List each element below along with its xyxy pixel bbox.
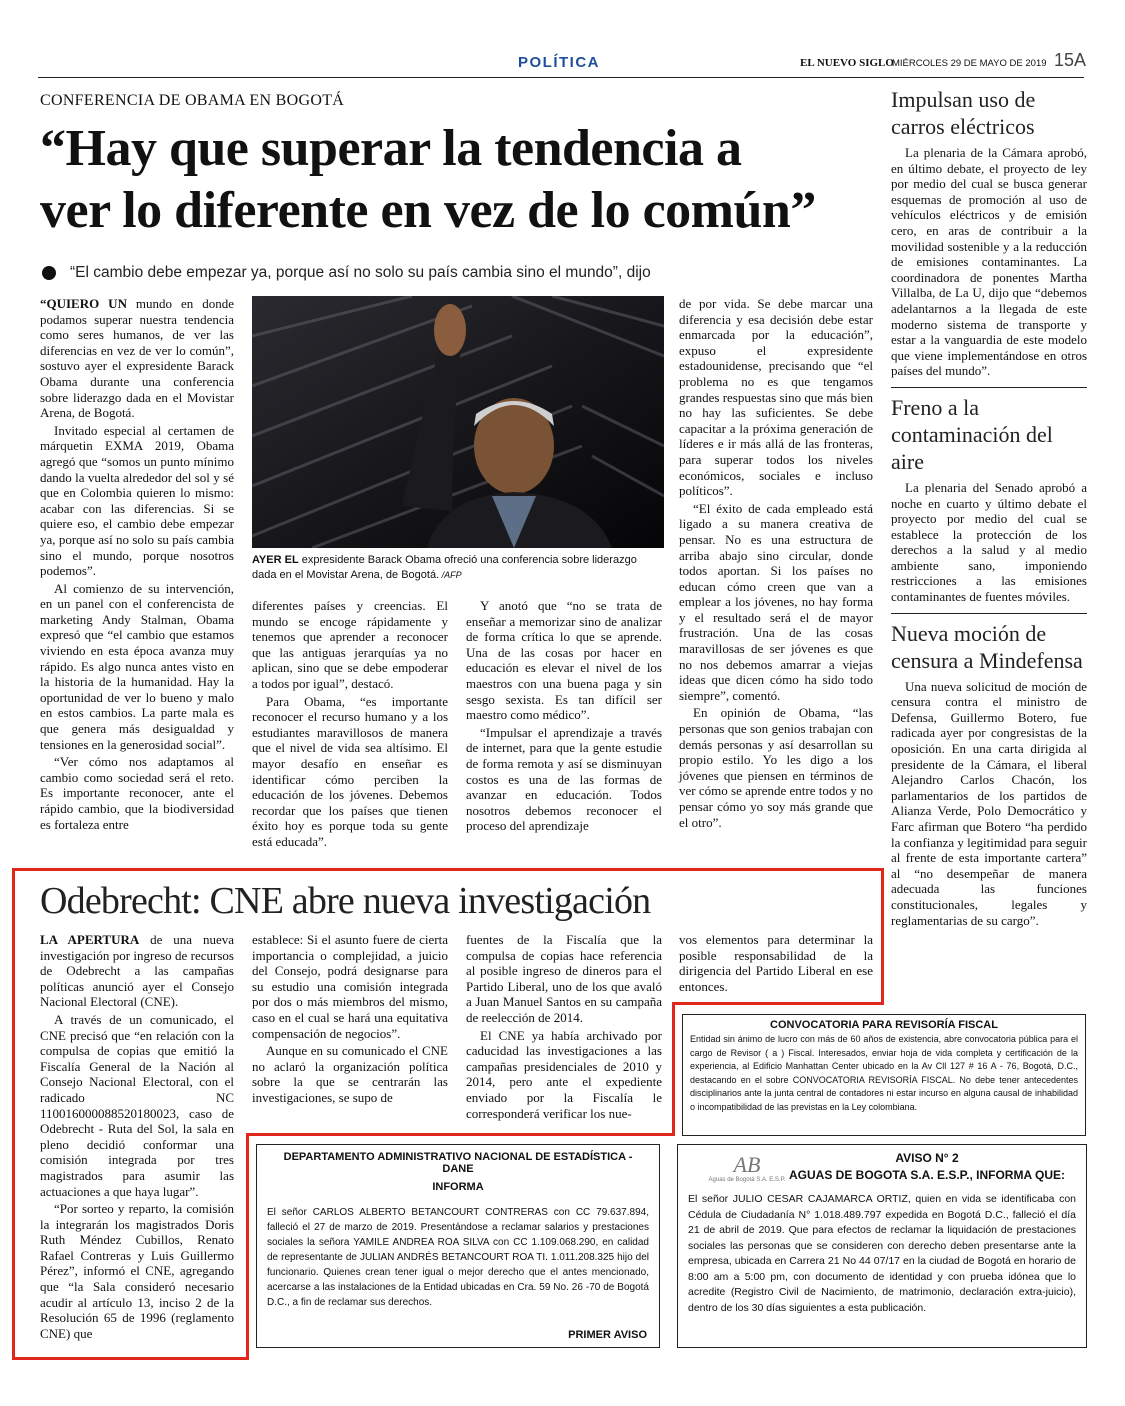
ad-text: El señor CARLOS ALBERTO BETANCOURT CONTRERAS con CC 79.637.894, falleció el 27 de marzo de 2019. Presentándose a reclamar salarios y prestaciones sociales la señora YAMILE ANDREA ROA SILVA con CC 1.109.068.290, en calidad de representante de JULIAN ANDRÉS BETANCOURT ROA TI. 1.011.208.325 hijo del funcionario. Quienes crean tener igual o mejor derecho que el antes mencionado, acercarse a las instalaciones de la Entidad ubicadas en Cra. 59 No. 26 -70 de Bogotá D.C., a fin de reclamar sus derechos. (267, 1207, 649, 1308)
aguas-logo-sub: Aguas de Bogotá S.A. E.S.P. (708, 1177, 786, 1183)
paragraph: diferentes países y creencias. El mundo se encoge rápidamente y tenemos que aprender a reconocer que las antiguas jerarquías ya no aplican, sino que se debe empoderar a todos por igual”, destacó. (252, 598, 448, 691)
highlight-outline-mid (672, 1002, 675, 1136)
paragraph: “El éxito de cada empleado está ligado a su manera creativa de pensar. No es una estructura de arriba abajo sino circular, donde todos aportan. Si los países no educan cómo creen que van a emplear a los jóvenes, no hay forma y el resultado será el de mayor frustración. Una de las cosas maravillosas de ser jóvenes es que no nos debemos amarrar a viejas ideas que dicen cómo ha sido todo siempre”, comentó. (679, 500, 873, 703)
highlight-outline-right-notch (672, 1002, 884, 1005)
sidebar-headline-2: Freno a la contaminación del aire (891, 394, 1053, 474)
odebrecht-column-2 (252, 932, 448, 1108)
sidebar-text-3: Una nueva solicitud de moción de censura contra el ministro de Defensa, Guillermo Botero, fue radicada ayer por congresistas de la oposición. En una carta dirigida al presidente de la Cámara, el liberal Alejandro Carlos Chacón, los parlamentarios de los partidos de Alianza Verde, Polo Democrático y Farc afirman que Botero “ha perdido la confianza y legitimidad para seguir al frente de esta importante cartera” al “no desempeñar de manera adecuada las funciones constitucionales, legales y reglamentarias de su cargo”. (891, 678, 1088, 928)
ad-footer: PRIMER AVISO (568, 1329, 647, 1341)
paragraph: En opinión de Obama, “las personas que son genios trabajan con demás personas y así desarrollan su propio estilo. Yo les digo a los jóvenes que piensen en términos de ver cómo se aprende entre todos y no pensar cómo yo soy más grande que el otro”. (679, 705, 873, 830)
sidebar-text-1: La plenaria de la Cámara aprobó, en último debate, el proyecto de ley por medio del cual se busca generar esquemas de promoción al uso de vehículos eléctricos y de emisión cero, en aras de contribuir a la movilidad sostenible y a la reducción de emisiones contaminantes. La coordinadora de ponentes Martha Villalba, de La U, dijo que “debemos adelantarnos a la llegada de este moderno sistema de transporte y estar a la vanguardia de este modelo que viene implementándose en otros países del mundo”. (891, 145, 1087, 379)
highlight-outline-left (12, 868, 15, 1360)
ad-aguas-bogota (677, 1144, 1087, 1348)
paragraph: Para Obama, “es importante reconocer el recurso humano y a los estudiantes maravillosos de manera que el nivel de vida sea altísimo. El mayor desafío en enseñar es identificar cómo perciben la educación de los jóvenes. Debemos recordar que los países que tienen éxito hoy es porque toda su gente está educada”. (252, 693, 448, 849)
paragraph: A través de un comunicado, el CNE precisó que “en relación con la compulsa de copias que emitió la Fiscalía General de la Nación al Consejo Nacional Electoral, con el radicado NC 110016000088520180023, caso de Odebrecht - Ruta del Sol, la sala en pleno decidió conformar una comisión integrada por tres magistrados para asumir las actuaciones a que haya lugar”. (40, 1011, 234, 1199)
photo-credit: /AFP (439, 570, 462, 580)
headline-line-2: ver lo diferente en vez de lo común” (40, 182, 816, 239)
header-rule (38, 77, 1084, 78)
story-column-1 (40, 296, 234, 834)
highlight-outline-bottom (12, 1357, 249, 1360)
photo-caption (252, 553, 664, 583)
sidebar (891, 86, 1087, 928)
aguas-logo (702, 1153, 792, 1183)
paragraph: vos elementos para determinar la posible responsabilidad de la dirigencia del Partido Liberal en ese entonces. (679, 932, 873, 994)
ad-dane (256, 1144, 660, 1348)
sidebar-divider (891, 387, 1087, 388)
paragraph: mundo en donde podamos superar nuestra tendencia como seres humanos, de ver las diferencias en vez de ver lo común”, sostuvo ayer el expresidente Barack Obama durante una conferencia sobre liderazgo dada en el Movistar Arena, de Bogotá. (40, 296, 234, 421)
ad-subtitle: INFORMA (432, 1181, 484, 1193)
section-label: POLÍTICA (518, 54, 600, 71)
odebrecht-column-1 (40, 932, 234, 1343)
paragraph: Aunque en su comunicado el CNE no aclaró la organización política sobre la que se centrarán las investigaciones, se supo de (252, 1043, 448, 1105)
story-column-3 (466, 598, 662, 836)
odebrecht-column-3 (466, 932, 662, 1123)
ad-title: CONVOCATORIA PARA REVISORÍA FISCAL (770, 1019, 998, 1031)
paragraph: “Por sorteo y reparto, la comisión la integrarán los magistrados Doris Ruth Méndez Cubillos, Renato Rafael Contreras y Luis Guillermo Pérez”, informó el CNE, agregando que “la Sala consideró necesario acudir al artículo 13, inciso 2 de la Resolución 65 de 1996 (reglamento CNE) que (40, 1201, 234, 1341)
sidebar-headline-3: Nueva moción de censura a Mindefensa (891, 620, 1083, 673)
subhead-bullet-icon (42, 266, 56, 280)
aguas-logo-mark: AB (733, 1152, 761, 1177)
paragraph: Al comienzo de su intervención, en un panel con el conferencista de marketing Andy Stalman, Obama expresó que “el cambio que estamos viviendo en esta época avanza muy rápido. Es algo nunca antes visto en la historia de la humanidad. Hay la oportunidad de ver lo bueno y malo en estos cambios. La parte mala es que genera más desigualdad y tensiones en la generosidad social”. (40, 580, 234, 752)
ad-text: El señor JULIO CESAR CAJAMARCA ORTIZ, quien en vida se identificaba con Cédula de Ciudadanía N° 1.018.489.797 expedida en Bogotá D.C., falleció el día 21 de abril de 2019. Que para efectos de reclamar la liquidación de prestaciones sociales las personas que se consideren con derecho deben presentarse ante la empresa, ubicada en Carrera 21 No 44 07/17 en la ciudad de Bogotá en horario de 8:00 am a 5:00 pm, con documento de identidad y con prueba idónea que lo acredite (Registro Civil de Nacimiento, de matrimonio, declaración extra-juicio), dentro de los 30 días siguientes a esta publicación. (688, 1193, 1076, 1314)
sidebar-headline-1: Impulsan uso de carros eléctricos (891, 87, 1036, 139)
odebrecht-headline: Odebrecht: CNE abre nueva investigación (40, 880, 651, 922)
caption-text: expresidente Barack Obama ofreció una conferencia sobre liderazgo dada en el Movistar Arena, de Bogotá. (252, 554, 637, 581)
masthead-name: EL NUEVO SIGLO (800, 57, 894, 69)
story-headline (40, 118, 880, 242)
story-subhead: “El cambio debe empezar ya, porque así no solo su país cambia sino el mundo”, dijo (70, 264, 651, 281)
obama-photo (252, 296, 664, 548)
sidebar-divider (891, 613, 1087, 614)
story-column-2 (252, 598, 448, 852)
paragraph: “Impulsar el aprendizaje a través de internet, para que la gente estudie de forma remota y así se disminuyan costos es una de las formas de avanzar en educación. Todos nosotros debemos reconocer el proceso del aprendizaje (466, 724, 662, 834)
paragraph: Invitado especial al certamen de márquetin EXMA 2019, Obama agregó que “somos un punto mínimo dando la vuelta alrededor del sol y sé que en Colombia quieren lo mismo: acabar con las diferencias. Si se quiere eso, el cambio debe empezar ya, porque así no solo su país cambia sino el mundo, porque nosotros podemos”. (40, 422, 234, 579)
highlight-outline-step-down (246, 1133, 249, 1360)
issue-date: MIÉRCOLES 29 DE MAYO DE 2019 (892, 58, 1047, 69)
paragraph: de una nueva investigación por ingreso de recursos de Odebrecht a las campañas políticas anunció ayer el Consejo Nacional Electoral (CNE). (40, 932, 234, 1010)
headline-line-1: “Hay que superar la tendencia a (40, 120, 742, 177)
page-number: 15A (1054, 50, 1087, 70)
caption-lead: AYER EL (252, 554, 299, 566)
ad-subtitle: AGUAS DE BOGOTA S.A. E.S.P., INFORMA QUE: (788, 1168, 1066, 1182)
paragraph: El CNE ya había archivado por caducidad las investigaciones a las campañas presidenciales de 2010 y 2014, pero ante el expediente enviado por la Fiscalía le corresponderá verificar los nue- (466, 1027, 662, 1121)
story-kicker: CONFERENCIA DE OBAMA EN BOGOTÁ (40, 92, 345, 109)
odebrecht-column-4 (679, 932, 873, 996)
paragraph: “Ver cómo nos adaptamos al cambio como sociedad será el reto. Es importante reconocer, ante el rápido cambio, que la biodiversidad es fortaleza entre (40, 754, 234, 832)
ad-title: DEPARTAMENTO ADMINISTRATIVO NACIONAL DE ESTADÍSTICA - DANE (283, 1151, 633, 1175)
ad-text: Entidad sin ánimo de lucro con más de 60 años de existencia, abre convocatoria pública para el cargo de Revisor ( a ) Fiscal. Interesados, enviar hoja de vida completa y certificación de la experiencia, al Edificio Manhattan Center ubicado en la Av Cll 127 # 16 A - 76, Bogotá, D.C., destacando en el sobre CONVOCATORIA REVISORÍA FISCAL. No debe tener antecedentes disciplinarios ante la junta central de contadores ni estar incurso en alguna causal de inhabilidad o incompatibilidad de las previstas en la Ley colombiana. (690, 1034, 1078, 1112)
highlight-outline-step (246, 1133, 675, 1136)
odebrecht-lead: LA APERTURA (40, 932, 140, 947)
story-column-4 (679, 296, 873, 832)
ad-revisoria-fiscal (682, 1014, 1086, 1136)
sidebar-text-2: La plenaria del Senado aprobó a noche en cuarto y último debate el proyecto por medio del cual se establece la protección de los derechos a la salud y al medio ambiente sano, imponiendo restricciones a las emisiones contaminantes de fuentes móviles. (891, 479, 1087, 605)
paragraph: fuentes de la Fiscalía que la compulsa de copias hace referencia al posible ingreso de dineros para el Partido Liberal, uno de los que avaló a Juan Manuel Santos en su campaña de reelección de 2014. (466, 932, 662, 1025)
ad-title: AVISO N° 2 (895, 1151, 959, 1165)
paragraph: Y anotó que “no se trata de enseñar a memorizar sino de analizar de forma crítica lo que se aprende. Una de las cosas por hacer en educación es elevar el nivel de los maestros con una buena paga y sin sesgo sexista. Es tan difícil ser maestro como médico”. (466, 598, 662, 723)
paragraph: de por vida. Se debe marcar una diferencia y esa decisión debe estar enmarcada por la educación”, expuso el expresidente estadounidense, precisando que “el problema no es que tengamos grandes respuestas sino que más bien no hay las suficientes. Se debe capacitar a la próxima generación de líderes e ir más allá de las fronteras, para superar todos los niveles económicos, sociales e incluso políticos”. (679, 296, 873, 499)
paragraph: establece: Si el asunto fuere de cierta importancia o complejidad, a juicio del Consejo, podrá designarse para su estudio una comisión integrada por dos o más miembros del mismo, caso en el cual se hará una equitativa compensación de negocios”. (252, 932, 448, 1041)
story-lead: “QUIERO UN (40, 296, 127, 311)
